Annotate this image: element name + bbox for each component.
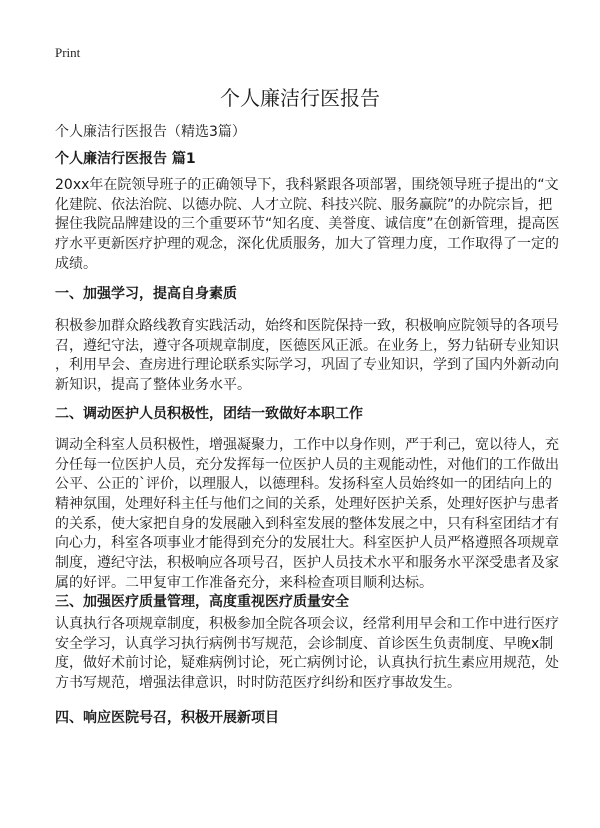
paragraph-line: 疗水平更新医疗护理的观念，深化优质服务，加大了管理力度，工作取得了一定的	[55, 236, 559, 253]
paragraph-line: 积极参加群众路线教育实践活动，始终和医院保持一致，积极响应院领导的各项号	[55, 318, 559, 334]
section-4-heading: 四、响应医院号召，积极开展新项目	[55, 710, 279, 726]
paragraph-line: 分任每一位医护人员，充分发挥每一位医护人员的主观能动性，对他们的工作做出	[55, 456, 559, 473]
paragraph-line: 新知识，提高了整体业务水平。	[55, 377, 251, 394]
paragraph-line: 的关系，使大家把自身的发展融入到科室发展的整体发展之中，只有科室团结才有	[55, 515, 559, 532]
section-2-heading: 二、调动医护人员积极性，团结一致做好本职工作	[55, 406, 363, 422]
paragraph-line: 精神氛围，处理好科主任与他们之间的关系，处理好医护关系，处理好医护与患者	[55, 496, 559, 513]
paragraph-line: 公平、公正的`评价，以理服人，以德理科。发扬科室人员始终如一的团结向上的	[55, 476, 552, 493]
intro-paragraph	[55, 176, 560, 274]
paragraph-line: 向心力，科室各项事业才能得到充分的发展壮大。科室医护人员严格遵照各项规章	[55, 535, 559, 552]
section-1-paragraph	[55, 317, 559, 396]
paragraph-line: 20xx年在院领导班子的正确领导下，我科紧跟各项部署，围绕领导班子提出的“文	[55, 177, 559, 193]
paragraph-line: 方书写规范，增强法律意识，时时防范医疗纠纷和医疗事故发生。	[55, 675, 461, 692]
paragraph-line: 度，做好术前讨论，疑难病例讨论，死亡病例讨论，认真执行抗生素应用规范，处	[55, 655, 559, 672]
paragraph-line: 握住我院品牌建设的三个重要环节“知名度、美誉度、诚信度”在创新管理，提高医	[55, 216, 560, 233]
page-title: 个人廉洁行医报告	[220, 86, 380, 110]
paragraph-line: 调动全科室人员积极性，增强凝聚力，工作中以身作则，严于利己，宽以待人，充	[55, 437, 559, 453]
paragraph-line: 召，遵纪守法，遵守各项规章制度，医德医风正派。在业务上，努力钻研专业知识	[55, 337, 559, 354]
paragraph-line: 制度，遵纪守法，积极响应各项号召，医护人员技术水平和服务水平深受患者及家	[55, 555, 559, 572]
article-heading: 个人廉洁行医报告 篇1	[55, 151, 196, 167]
paragraph-line: 属的好评。二甲复审工作准备充分，来科检查项目顺利达标。	[55, 574, 433, 591]
section-1-heading: 一、加强学习，提高自身素质	[55, 286, 237, 302]
section-3-heading: 三、加强医疗质量管理，高度重视医疗质量安全	[55, 594, 349, 610]
document-subtitle: 个人廉洁行医报告（精选3篇）	[55, 124, 246, 140]
print-link[interactable]: Print	[55, 45, 81, 60]
section-3-paragraph	[55, 615, 559, 694]
paragraph-line: ，利用早会、查房进行理论联系实际学习，巩固了专业知识，学到了国内外新动向	[55, 357, 559, 374]
section-2-paragraph	[55, 436, 559, 594]
paragraph-line: 化建院、依法治院、以德办院、人才立院、科技兴院、服务赢院”的办院宗旨，把	[55, 196, 553, 213]
paragraph-line: 成绩。	[55, 255, 97, 272]
paragraph-line: 安全学习，认真学习执行病例书写规范，会诊制度、首诊医生负责制度、早晚x制	[55, 635, 554, 652]
paragraph-line: 认真执行各项规章制度，积极参加全院各项会议，经常利用早会和工作中进行医疗	[55, 616, 559, 632]
